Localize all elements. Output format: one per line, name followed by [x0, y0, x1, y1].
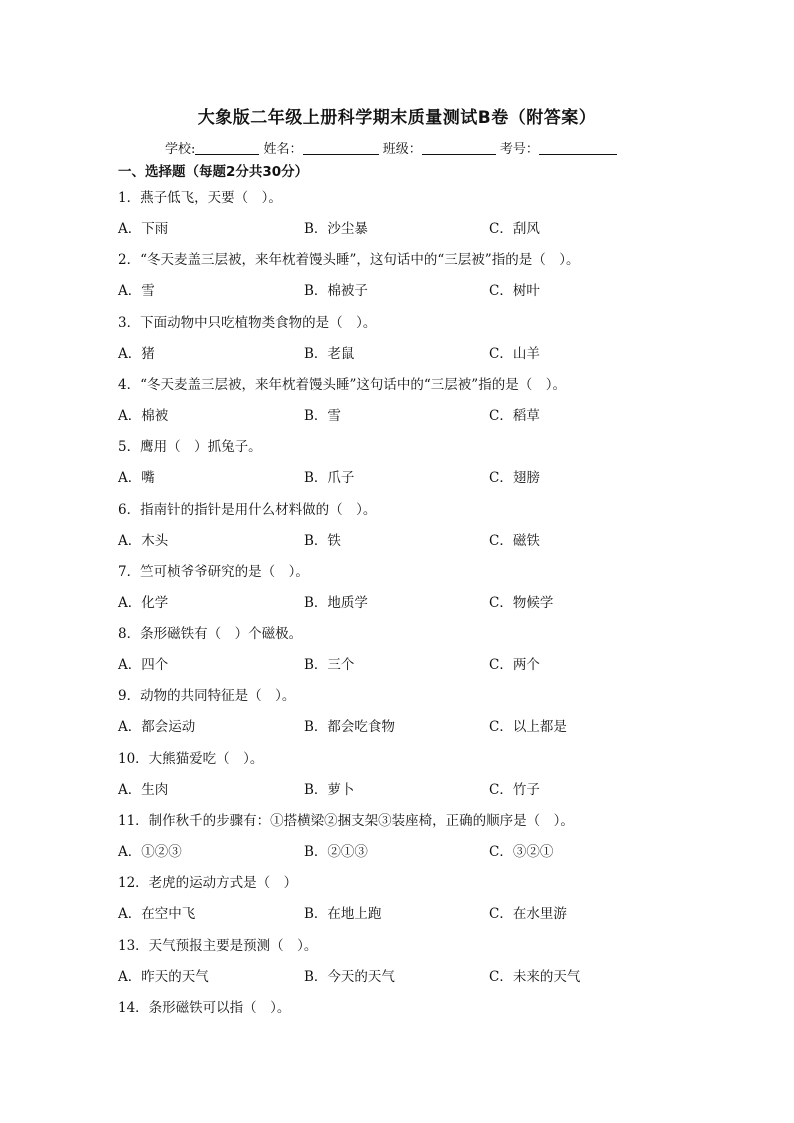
option-c[interactable]: C．磁铁: [489, 532, 540, 549]
number-label: 考号：: [499, 142, 539, 157]
option-b[interactable]: B．老鼠: [304, 345, 355, 362]
option-b[interactable]: B．萝卜: [304, 781, 355, 798]
option-c[interactable]: C．竹子: [489, 781, 540, 798]
question-text: 5．鹰用（ ）抓兔子。: [118, 439, 262, 456]
option-c[interactable]: C．③②①: [489, 844, 554, 860]
option-a[interactable]: A．棉被: [118, 407, 169, 424]
option-row: [118, 529, 718, 549]
student-info-line: [165, 138, 617, 157]
option-row: [118, 342, 718, 362]
school-label: 学校:: [165, 142, 196, 157]
option-row: [118, 217, 718, 237]
question-text: 7．竺可桢爷爷研究的是（ ）。: [118, 563, 309, 580]
option-a[interactable]: A．四个: [118, 657, 169, 674]
option-a[interactable]: A．①②③: [118, 844, 182, 860]
question-text: 14．条形磁铁可以指（ ）。: [118, 999, 291, 1016]
name-blank[interactable]: [303, 142, 379, 155]
question-text: 2．“冬天麦盖三层被，来年枕着馒头睡”，这句话中的“三层被”指的是（ ）。: [118, 252, 580, 269]
option-a[interactable]: A．木头: [118, 532, 169, 549]
option-row: [118, 902, 718, 922]
question-text: 9．动物的共同特征是（ ）。: [118, 688, 296, 705]
option-row: [118, 466, 718, 486]
option-b[interactable]: B．都会吃食物: [304, 719, 395, 736]
question-text: 6．指南针的指针是用什么材料做的（ ）。: [118, 501, 377, 518]
option-a[interactable]: A．雪: [118, 283, 155, 300]
option-c[interactable]: C．在水里游: [489, 906, 567, 923]
name-label: 姓名：: [263, 142, 303, 157]
option-row: [118, 279, 718, 299]
option-c[interactable]: C．山羊: [489, 345, 540, 362]
option-b[interactable]: B．棉被子: [304, 283, 368, 300]
option-row: [118, 404, 718, 424]
option-a[interactable]: A．化学: [118, 594, 169, 611]
option-c[interactable]: C．两个: [489, 657, 540, 674]
question-text: 13．天气预报主要是预测（ ）。: [118, 937, 318, 954]
option-b[interactable]: B．②①③: [304, 844, 368, 860]
question-text: 8．条形磁铁有（ ）个磁极。: [118, 626, 303, 643]
question-text: 3．下面动物中只吃植物类食物的是（ ）。: [118, 314, 377, 331]
option-b[interactable]: B．在地上跑: [304, 906, 382, 923]
option-c[interactable]: C．未来的天气: [489, 968, 581, 985]
option-row: [118, 965, 718, 985]
question-text: 1．燕子低飞，天要（ ）。: [118, 190, 282, 206]
question-text: 4．“冬天麦盖三层被，来年枕着馒头睡”这句话中的“三层被”指的是（ ）。: [118, 376, 566, 393]
option-a[interactable]: A．嘴: [118, 470, 155, 487]
option-row: [118, 591, 718, 611]
question-text: 11．制作秋千的步骤有：①搭横梁②捆支架③装座椅，正确的顺序是（ ）。: [118, 813, 574, 829]
option-b[interactable]: B．地质学: [304, 594, 368, 611]
option-c[interactable]: C．刮风: [489, 221, 540, 237]
option-a[interactable]: A．都会运动: [118, 719, 196, 736]
page-title: 大象版二年级上册科学期末质量测试B卷（附答案）: [197, 108, 597, 128]
option-row: [118, 653, 718, 673]
question-text: 12．老虎的运动方式是（ ）: [118, 875, 298, 892]
option-row: [118, 778, 718, 798]
option-c[interactable]: C．树叶: [489, 283, 540, 300]
option-b[interactable]: B．雪: [304, 407, 341, 424]
option-row: [118, 715, 718, 735]
option-a[interactable]: A．在空中飞: [118, 906, 196, 923]
option-c[interactable]: C．物候学: [489, 594, 554, 611]
option-b[interactable]: B．沙尘暴: [304, 221, 368, 237]
option-a[interactable]: A．生肉: [118, 781, 169, 798]
question-text: 10．大熊猫爱吃（ ）。: [118, 750, 264, 767]
class-blank[interactable]: [422, 142, 496, 155]
option-b[interactable]: B．爪子: [304, 470, 355, 487]
number-blank[interactable]: [539, 142, 617, 155]
option-b[interactable]: B．三个: [304, 657, 355, 674]
option-c[interactable]: C．以上都是: [489, 719, 567, 736]
option-c[interactable]: C．翅膀: [489, 470, 540, 487]
option-row: [118, 840, 718, 860]
section-title: 一、选择题（每题2分共30分）: [118, 164, 309, 180]
class-label: 班级：: [382, 142, 422, 157]
option-b[interactable]: B．铁: [304, 532, 341, 549]
option-b[interactable]: B．今天的天气: [304, 968, 395, 985]
option-a[interactable]: A．下雨: [118, 221, 169, 237]
option-c[interactable]: C．稻草: [489, 407, 540, 424]
option-a[interactable]: A．猪: [118, 345, 155, 362]
option-a[interactable]: A．昨天的天气: [118, 968, 209, 985]
school-blank[interactable]: [195, 142, 259, 155]
